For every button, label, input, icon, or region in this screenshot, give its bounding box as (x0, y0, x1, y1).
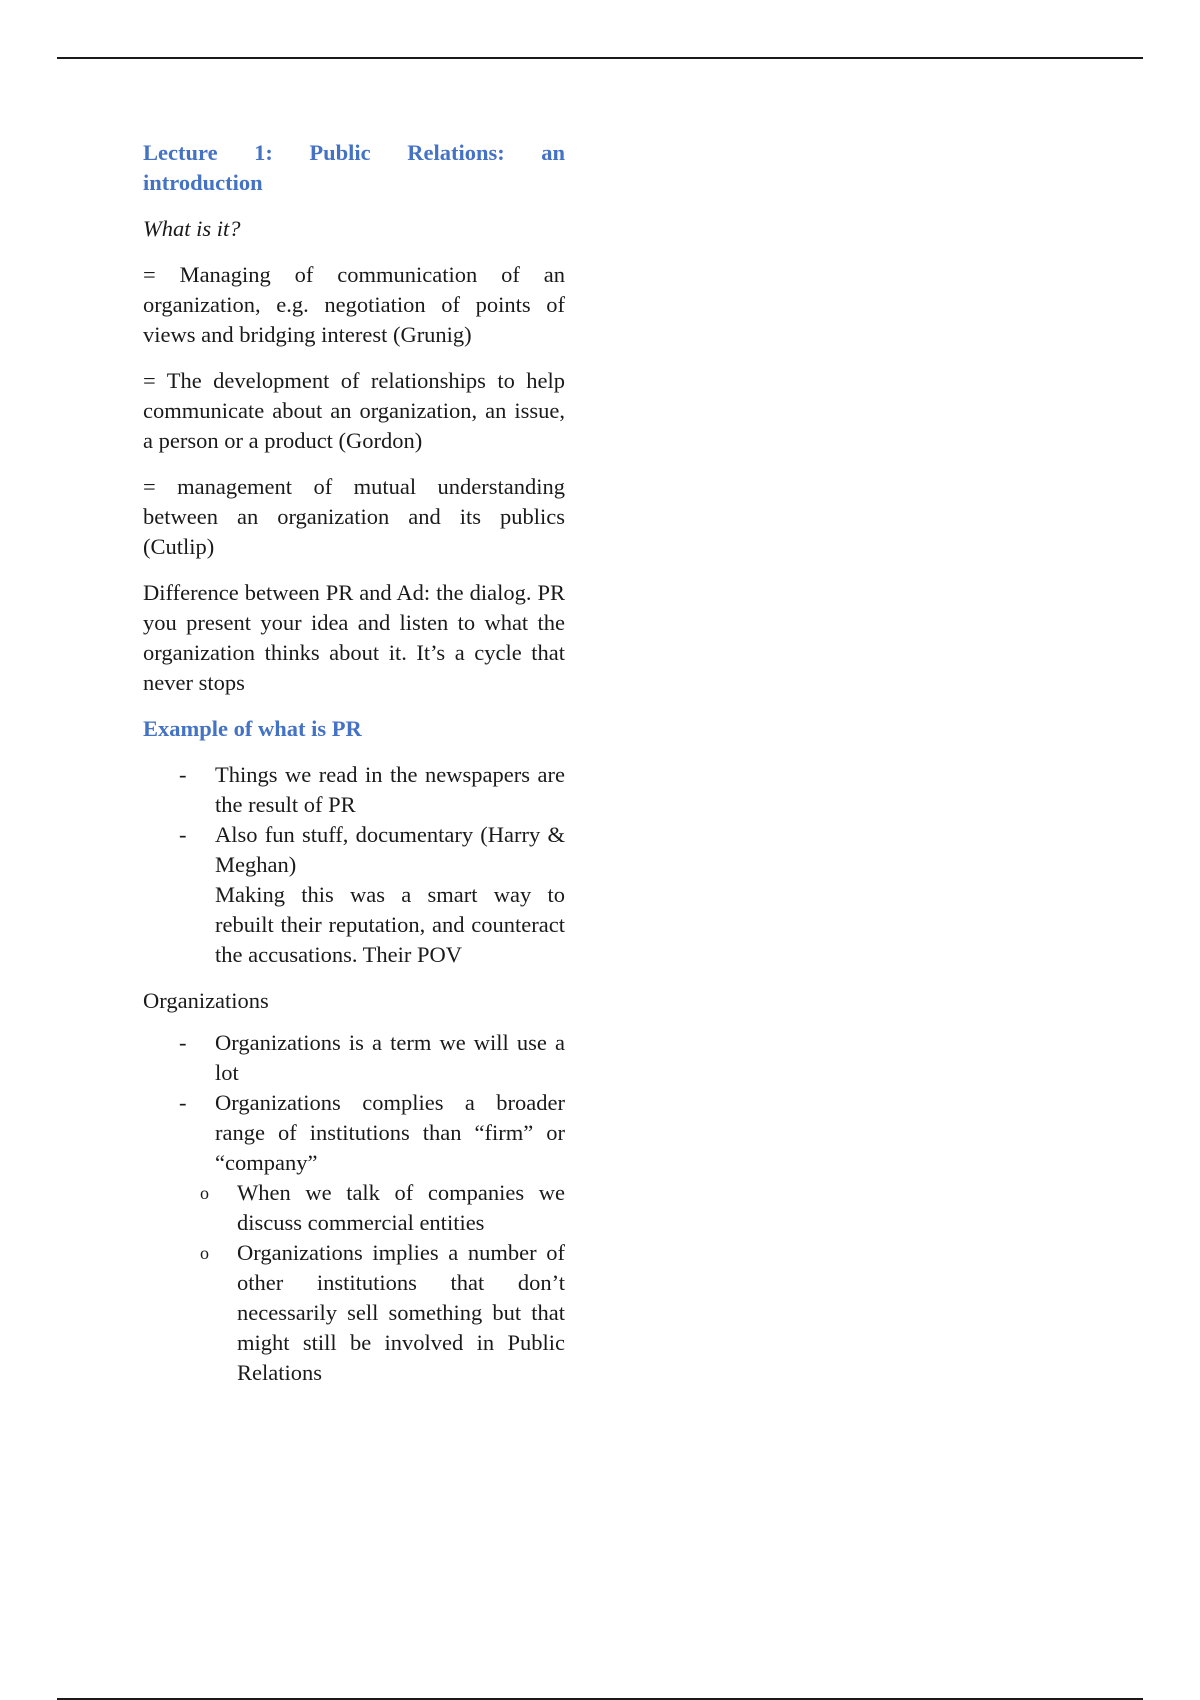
dash-marker: - (179, 822, 187, 847)
definition-cutlip: = management of mutual understanding between an organization and its publics (Cutlip) (143, 474, 565, 559)
sublist-item-text: When we talk of companies we discuss commercial entities (237, 1180, 565, 1235)
difference-paragraph: Difference between PR and Ad: the dialog. PR you present your idea and listen to what the organization thinks about it. It’s a cycle that never stops (143, 580, 565, 695)
example-heading: Example of what is PR (143, 716, 362, 741)
sublist-item-text: Organizations implies a number of other institutions that don’t necessarily sell something but that might still be involved in Public Relations (237, 1240, 565, 1385)
title-word: Relations: (407, 140, 505, 165)
title-word: Public (309, 140, 371, 165)
list-item-text: Also fun stuff, documentary (Harry & Meghan) (215, 822, 565, 877)
lecture-title (143, 138, 565, 198)
circle-marker: o (200, 1243, 209, 1263)
circle-marker: o (200, 1183, 209, 1203)
list-item (143, 760, 565, 820)
definition-gordon: = The development of relationships to help communicate about an organization, an issue, a person or a product (Gordon) (143, 368, 565, 453)
lecture-title-line1 (143, 138, 565, 168)
organizations-list (143, 1028, 565, 1178)
sublist-item (143, 1238, 565, 1388)
document-column (143, 138, 565, 1388)
header-rule (57, 57, 1143, 59)
dash-marker: - (179, 1030, 187, 1055)
what-is-it-heading: What is it? (143, 216, 241, 241)
list-item (143, 1028, 565, 1088)
dash-marker: - (179, 762, 187, 787)
organizations-heading: Organizations (143, 988, 269, 1013)
list-item (143, 820, 565, 970)
title-word: 1: (254, 140, 273, 165)
dash-marker: - (179, 1090, 187, 1115)
organizations-sublist (143, 1178, 565, 1388)
list-item-text: Organizations is a term we will use a lot (215, 1030, 565, 1085)
lecture-title-line2: introduction (143, 170, 263, 195)
example-list (143, 760, 565, 970)
sublist-item (143, 1178, 565, 1238)
list-item-text: Things we read in the newspapers are the result of PR (215, 762, 565, 817)
title-word: an (541, 140, 566, 165)
definition-grunig: = Managing of communication of an organization, e.g. negotiation of points of views and bridging interest (Grunig) (143, 262, 565, 347)
list-item-text: Organizations complies a broader range of institutions than “firm” or “company” (215, 1090, 565, 1175)
title-word: Lecture (143, 140, 218, 165)
list-item-continuation: Making this was a smart way to rebuilt their reputation, and counteract the accusations. Their POV (215, 882, 565, 967)
list-item (143, 1088, 565, 1178)
